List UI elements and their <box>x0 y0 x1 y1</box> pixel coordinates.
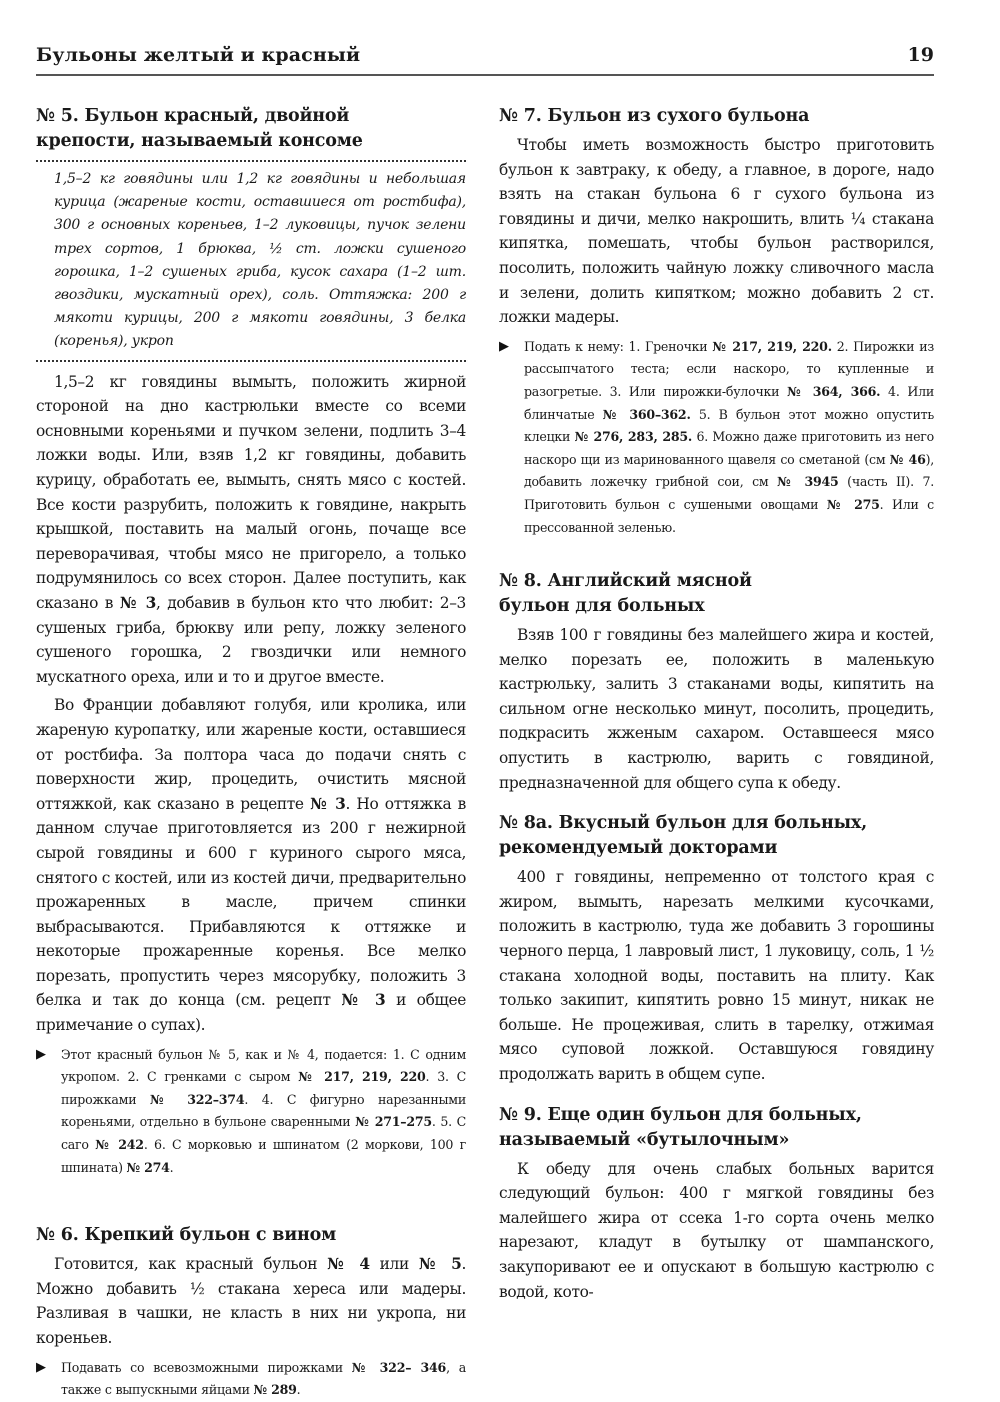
text: 2. Пирожки из рассыпчатого теста; если наскоро, то купленные и разогретые. 3. Или пирожки-булочки <box>524 338 934 399</box>
recipe-title <box>499 1103 934 1153</box>
recipe-9 <box>499 1103 934 1305</box>
text: . Или с прессованной зеленью. <box>524 496 934 535</box>
recipe-reference: № 5 <box>418 1255 462 1274</box>
recipe-reference: № 3945 <box>777 474 839 490</box>
text: 4. Или блинчатые <box>524 383 934 422</box>
title-line: крепости, называемый консоме <box>36 131 363 151</box>
recipe-reference: № 3 <box>310 794 346 813</box>
text: . Но оттяжка в данном случае приготовляется из 200 г нежирной сырой говядины и 600 г куриного сырого мяса, снятого с костей, или из костей дичи, предварительно прожаренных в масле, причем спинки выбрасываются. Прибавляются к оттяжке и некоторые прожаренные коренья. Все мелко порезать, пропустить через мясорубку, положить 3 белка и так до конца (см. рецепт <box>36 794 466 1010</box>
text: 6. Можно даже приготовить из него наскоро щи из маринованного щавеля со сметаной (см <box>524 429 934 467</box>
spacer <box>499 1087 934 1103</box>
spacer <box>36 1179 466 1223</box>
recipe-reference: № 275 <box>826 496 880 512</box>
spacer <box>499 795 934 811</box>
recipe-reference: № 322–374 <box>149 1091 245 1107</box>
text: . 4. С фигурно нарезанными кореньями, отдельно в бульоне сваренными <box>61 1091 466 1130</box>
recipe-7 <box>499 104 934 539</box>
paragraph <box>36 693 466 1037</box>
triangle-marker-icon: ▶ <box>499 338 509 354</box>
triangle-marker-icon: ▶ <box>36 1046 46 1062</box>
recipe-reference: № 274 <box>126 1159 170 1175</box>
recipe-reference: № 217, 219, 220. <box>712 338 832 354</box>
title-line: рекомендуемый докторами <box>499 838 778 859</box>
text: Подать к нему: 1. Греночки <box>524 338 713 354</box>
recipe-reference: № 217, 219, 220 <box>298 1069 426 1085</box>
right-column <box>499 104 934 1304</box>
text: . 3. С пирожками <box>61 1069 466 1107</box>
text: (часть II). 7. Приготовить бульон с сушеными овощами <box>524 474 934 512</box>
text: . Можно добавить ½ стакана хереса или мадеры. Разливая в чашки, не класть в них ни укропа, ни кореньев. <box>36 1255 466 1347</box>
recipe-title: № 6. Крепкий бульон с вином <box>36 1225 337 1246</box>
text: Готовится, как красный бульон <box>54 1255 328 1274</box>
recipe-title <box>36 104 466 154</box>
title-line: называемый «бутылочным» <box>499 1129 790 1150</box>
book-page <box>36 0 934 1398</box>
page-number: 19 <box>907 44 934 66</box>
text: или <box>369 1255 419 1274</box>
triangle-marker-icon: ▶ <box>36 1359 46 1375</box>
recipe-reference: № 4 <box>327 1255 370 1274</box>
recipe-title <box>499 569 934 619</box>
running-header <box>36 44 934 76</box>
ingredients-list: 1,5–2 кг говядины или 1,2 кг говядины и небольшая курица (жареные кости, оставшиеся от ростбифа), 300 г основных кореньев, 1–2 луковицы, пучок зелени трех сортов, 1 брюква, ½ ст. ложки сушеного горошка, 1–2 сушеных гриба, кусок сахара (1–2 шт. гвоздики, мускатный орех), соль. Оттяжка: 200 г мякоти курицы, 200 г мякоти говядины, 3 белка (коренья), укроп <box>36 160 466 362</box>
recipe-6 <box>36 1223 466 1402</box>
recipe-reference: № 322– 346 <box>351 1359 447 1375</box>
title-line: № 5. Бульон красный, двойной <box>36 106 350 126</box>
recipe-title: № 7. Бульон из сухого бульона <box>499 106 810 126</box>
recipe-8 <box>499 569 934 795</box>
title-line: бульон для больных <box>499 596 705 617</box>
text: . 5. С саго <box>61 1114 466 1153</box>
recipe-reference: № 289 <box>253 1382 297 1398</box>
text: и общее примечание о супах). <box>36 991 466 1035</box>
text: ), добавить ложечку грибной сои, см <box>524 451 934 490</box>
serving-note <box>499 336 934 539</box>
text: Во Франции добавляют голубя, или кролика, или жареную куропатку, или жареные кости, оставшиеся от ростбифа. За полтора часа до подачи снять с поверхности жир, процедить, очистить мясной оттяжкой, как сказано в рецепте <box>36 696 466 813</box>
paragraph: Взяв 100 г говядины без малейшего жира и костей, мелко порезать ее, положить в маленькую кастрюльку, залить 3 стаканами воды, кипятить на сильном огне несколько минут, посолить, процедить, подкрасить жженым сахаром. Оставшееся мясо опустить в кастрюлю, варить с говядиной, предназначенной для общего супа к обеду. <box>499 626 934 792</box>
text: Этот красный бульон № 5, как и № 4, подается: 1. С одним укропом. 2. С гренками с сыром <box>61 1046 466 1085</box>
recipe-reference: № 242 <box>95 1137 144 1153</box>
text: . 6. С морковью и шпинатом (2 моркови, 100 г шпината) <box>61 1137 466 1175</box>
recipe-8a <box>499 811 934 1086</box>
recipe-title <box>499 811 934 861</box>
recipe-5 <box>36 104 466 1179</box>
paragraph: К обеду для очень слабых больных варится следующий бульон: 400 г мягкой говядины без малейшего жира от ссека 1-го сорта очень мелко нарезают, кладут в бутылку от шампанского, закупоривают ее и опускают в большую кастрюлю с водой, кото- <box>499 1159 934 1301</box>
paragraph: 400 г говядины, непременно от толстого края с жиром, вымыть, нарезать мелкими кусочками, положить в кастрюлю, туда же добавить 3 горошины черного перца, 1 лавровый лист, 1 луковицу, соль, 1 ½ стакана холодной воды, поставить на плиту. Как только закипит, кипятить ровно 15 минут, никак не больше. Не процеживая, слить в тарелку, отжимая мясо суповой ложкой. Оставшуюся говядину продолжать варить в общем супе. <box>499 868 934 1083</box>
text: . <box>169 1159 174 1175</box>
running-title: Бульоны желтый и красный <box>36 44 361 66</box>
text: , добавив в бульон кто что любит: 2–3 сушеных гриба, брюкву или репу, ложку зеленого сушеного горошка, 2 гвоздички или немного мускатного ореха, или и то и другое вместе. <box>36 593 466 686</box>
text: 5. В бульон этот можно опустить клецки <box>524 406 934 445</box>
recipe-reference: № 360–362. <box>602 406 691 422</box>
left-column <box>36 104 466 1402</box>
paragraph <box>36 1252 466 1350</box>
recipe-reference: № 271–275 <box>355 1114 432 1130</box>
text: , а также с выпускными яйцами <box>61 1359 466 1398</box>
title-line: № 8а. Вкусный бульон для больных, <box>499 813 868 834</box>
paragraph <box>36 370 466 690</box>
recipe-reference: № 364, 366. <box>787 383 881 399</box>
recipe-reference: № 3 <box>119 593 156 612</box>
text: Подавать со всевозможными пирожками <box>61 1359 352 1375</box>
serving-note <box>36 1044 466 1180</box>
recipe-reference: № 276, 283, 285. <box>574 429 693 445</box>
recipe-reference: № 46 <box>889 451 926 467</box>
title-line: № 8. Английский мясной <box>499 571 752 592</box>
text: 1,5–2 кг говядины вымыть, положить жирной стороной на дно кастрюльки вместе со всеми основными кореньями и пучком зелени, подлить 3–4 ложки воды. Или, взяв 1,2 кг говядины, добавить курицу, обработать ее, вымыть, снять мясо с костей. Все кости разрубить, положить к говядине, накрыть крышкой, поставить на малый огонь, почаще все переворачивая, чтобы мясо не пригорело, а только подрумянилось со всех сторон. Далее поступить, как сказано в <box>36 372 466 612</box>
spacer <box>499 539 934 569</box>
text: . <box>296 1382 301 1398</box>
paragraph: Чтобы иметь возможность быстро приготовить бульон к завтраку, к обеду, а главное, в дороге, надо взять на стакан бульона 6 г сухого бульона из говядины и дичи, мелко накрошить, влить ¼ стакана кипятка, помешать, чтобы бульон растворился, посолить, положить чайную ложку сливочного масла и зелени, долить кипятком; можно добавить 2 ст. ложки мадеры. <box>499 136 934 327</box>
title-line: № 9. Еще один бульон для больных, <box>499 1104 862 1125</box>
recipe-reference: № 3 <box>341 991 386 1010</box>
serving-note <box>36 1357 466 1402</box>
